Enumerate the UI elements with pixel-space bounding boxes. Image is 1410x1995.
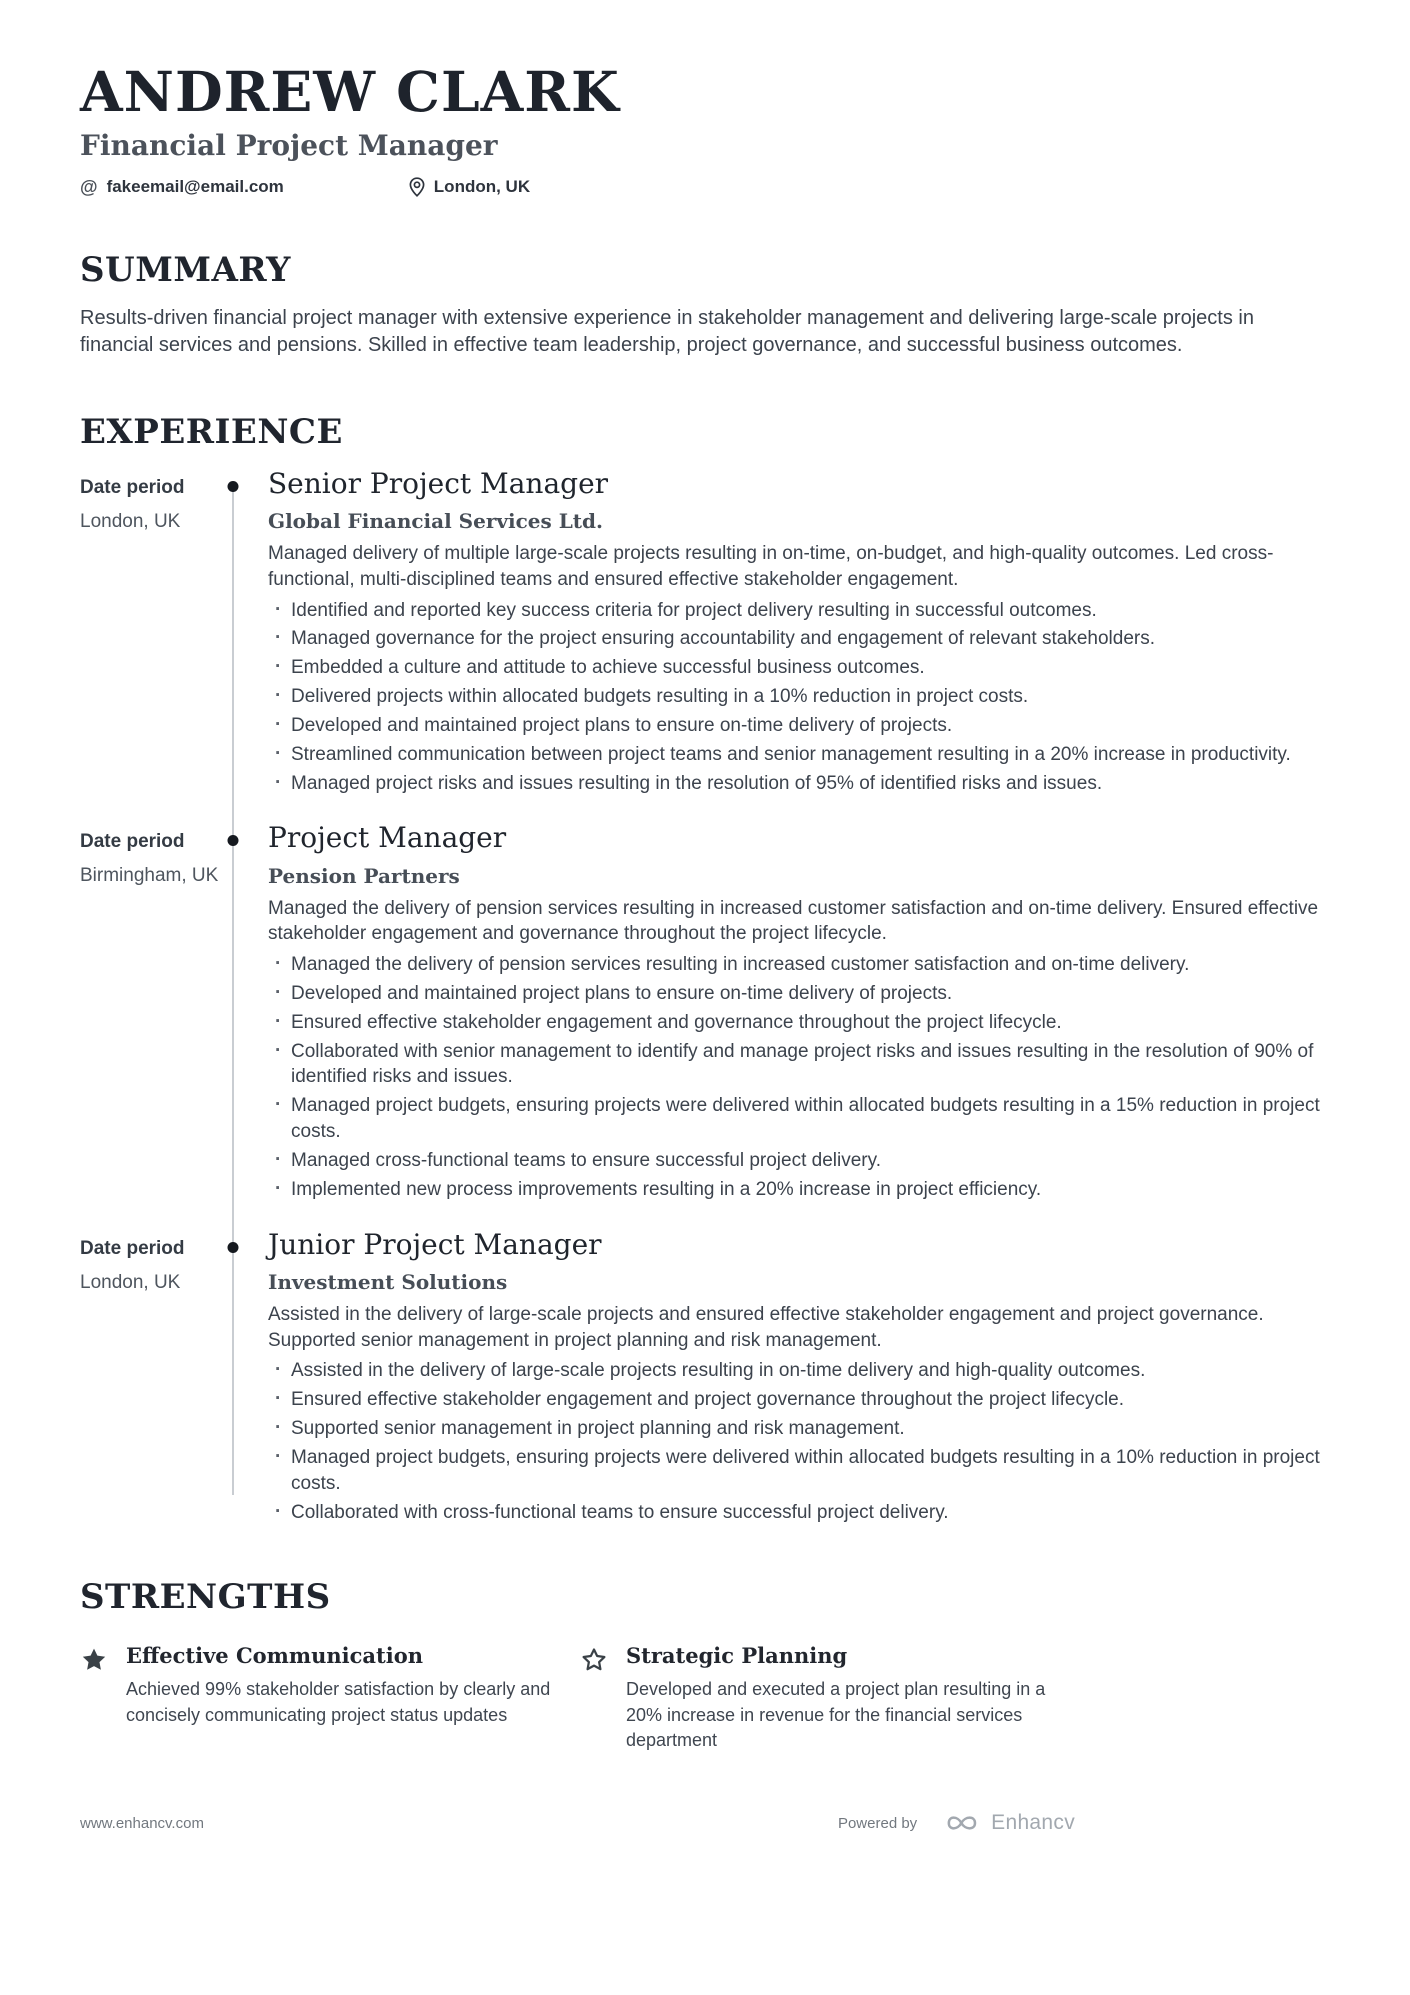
email-at-icon: @ xyxy=(80,176,98,197)
entry-meta xyxy=(80,468,233,797)
enhancv-website-link[interactable]: www.enhancv.com xyxy=(80,1814,204,1832)
entry-body xyxy=(233,468,1330,797)
strength-text: Achieved 99% stakeholder satisfaction by clearly and concisely communicating project status updates xyxy=(126,1679,551,1725)
experience-heading: EXPERIENCE xyxy=(80,411,343,452)
experience-bullet: · Collaborated with senior management to identify and manage project risks and issues resulting in the resolution of 90% of identified risks and issues. xyxy=(268,1039,1330,1091)
location-text: London, UK xyxy=(433,177,531,196)
entry-location: Birmingham, UK xyxy=(80,865,219,887)
strength-text: Developed and executed a project plan resulting in a 20% increase in revenue for the financial services department xyxy=(626,1679,1046,1750)
experience-section xyxy=(80,412,1330,1526)
powered-by-label: Powered by xyxy=(837,1814,918,1832)
enhancv-logo-icon xyxy=(943,1811,983,1835)
role-bullets xyxy=(268,952,1330,1202)
role-description: Managed delivery of multiple large-scale projects resulting in on-time, on-budget, and high-quality outcomes. Led cross-functional, multi-disciplined teams and ensured effective stakeholder engagement. xyxy=(268,542,1274,590)
experience-entry xyxy=(80,468,1330,797)
experience-timeline xyxy=(80,468,1330,1526)
summary-text: Results-driven financial project manager with extensive experience in stakeholder management and delivering large-scale projects in financial services and pensions. Skilled in effective team leadership, project governance, and successful business outcomes. xyxy=(80,306,1254,357)
entry-meta xyxy=(80,1229,233,1526)
strengths-grid xyxy=(80,1643,1330,1753)
company-name: Pension Partners xyxy=(268,863,460,888)
enhancv-brand-text: Enhancv xyxy=(991,1811,1075,1834)
experience-bullet: · Developed and maintained project plans to ensure on-time delivery of projects. xyxy=(268,981,1330,1007)
timeline-dot xyxy=(228,481,239,492)
entry-body xyxy=(233,822,1330,1202)
star-outline-icon xyxy=(580,1643,610,1679)
experience-bullet: · Managed project budgets, ensuring projects were delivered within allocated budgets resulting in a 10% reduction in project costs. xyxy=(268,1445,1330,1497)
candidate-name: ANDREW CLARK xyxy=(80,59,620,124)
summary-section xyxy=(80,250,1330,360)
entry-body xyxy=(233,1229,1330,1526)
date-period-label: Date period xyxy=(80,1237,185,1259)
role-title: Junior Project Manager xyxy=(268,1227,602,1261)
experience-bullet: · Managed the delivery of pension services resulting in increased customer satisfaction and on-time delivery. xyxy=(268,952,1330,978)
enhancv-logo-link[interactable] xyxy=(943,1811,1075,1835)
experience-bullet: · Ensured effective stakeholder engagement and project governance throughout the project lifecycle. xyxy=(268,1387,1330,1413)
resume-header xyxy=(80,59,1330,198)
experience-bullet: · Implemented new process improvements resulting in a 20% increase in project efficiency. xyxy=(268,1177,1330,1203)
strengths-heading: STRENGTHS xyxy=(80,1577,331,1618)
date-period-label: Date period xyxy=(80,831,185,853)
entry-location: London, UK xyxy=(80,510,181,532)
company-name: Investment Solutions xyxy=(268,1269,508,1294)
email-link[interactable] xyxy=(80,177,284,198)
experience-bullet: · Managed project risks and issues resulting in the resolution of 95% of identified risks and issues. xyxy=(268,771,1330,797)
experience-bullet: · Embedded a culture and attitude to achieve successful business outcomes. xyxy=(268,655,1330,681)
page-footer xyxy=(80,1811,1330,1835)
star-filled-icon xyxy=(80,1643,110,1679)
experience-bullet: · Ensured effective stakeholder engagement and governance throughout the project lifecycle. xyxy=(268,1010,1330,1036)
strength-content xyxy=(626,1643,1066,1753)
role-description: Managed the delivery of pension services resulting in increased customer satisfaction and on-time delivery. Ensured effective stakeholder engagement and governance throughout the project lifecycle. xyxy=(268,897,1319,945)
strength-content xyxy=(126,1643,566,1727)
experience-bullet: · Identified and reported key success criteria for project delivery resulting in successful outcomes. xyxy=(268,598,1330,624)
experience-bullet: · Managed governance for the project ensuring accountability and engagement of relevant stakeholders. xyxy=(268,626,1330,652)
experience-bullet: · Delivered projects within allocated budgets resulting in a 10% reduction in project costs. xyxy=(268,684,1330,710)
strength-title: Strategic Planning xyxy=(626,1643,848,1669)
date-period-label: Date period xyxy=(80,476,185,498)
location-item xyxy=(409,177,530,197)
role-title: Senior Project Manager xyxy=(268,466,609,500)
contact-row xyxy=(80,177,1330,198)
role-description: Assisted in the delivery of large-scale projects and ensured effective stakeholder engagement and project governance. Supported senior management in project planning and risk management. xyxy=(268,1303,1264,1351)
powered-by xyxy=(838,1811,1075,1835)
experience-bullet: · Developed and maintained project plans to ensure on-time delivery of projects. xyxy=(268,713,1330,739)
experience-bullet: · Assisted in the delivery of large-scale projects resulting in on-time delivery and high-quality outcomes. xyxy=(268,1358,1330,1384)
entry-location: London, UK xyxy=(80,1271,181,1293)
experience-bullet: · Managed cross-functional teams to ensure successful project delivery. xyxy=(268,1148,1330,1174)
job-title: Financial Project Manager xyxy=(80,128,498,162)
experience-entry xyxy=(80,822,1330,1202)
timeline-dot xyxy=(228,1242,239,1253)
role-bullets xyxy=(268,1358,1330,1525)
role-bullets xyxy=(268,598,1330,797)
location-pin-icon xyxy=(409,177,425,197)
timeline-dot xyxy=(228,835,239,846)
summary-heading: SUMMARY xyxy=(80,249,291,290)
email-text: fakeemail@email.com xyxy=(106,177,284,196)
experience-bullet: · Managed project budgets, ensuring projects were delivered within allocated budgets resulting in a 15% reduction in project costs. xyxy=(268,1093,1330,1145)
strength-title: Effective Communication xyxy=(126,1643,423,1669)
role-title: Project Manager xyxy=(268,821,507,855)
experience-bullet: · Collaborated with cross-functional teams to ensure successful project delivery. xyxy=(268,1500,1330,1526)
experience-bullet: · Streamlined communication between project teams and senior management resulting in a 20% increase in productivity. xyxy=(268,742,1330,768)
strength-item xyxy=(80,1643,580,1753)
experience-entry xyxy=(80,1229,1330,1526)
strength-item xyxy=(580,1643,1080,1753)
experience-bullet: · Supported senior management in project planning and risk management. xyxy=(268,1416,1330,1442)
company-name: Global Financial Services Ltd. xyxy=(268,508,603,533)
strengths-section xyxy=(80,1577,1330,1753)
entry-meta xyxy=(80,822,233,1202)
